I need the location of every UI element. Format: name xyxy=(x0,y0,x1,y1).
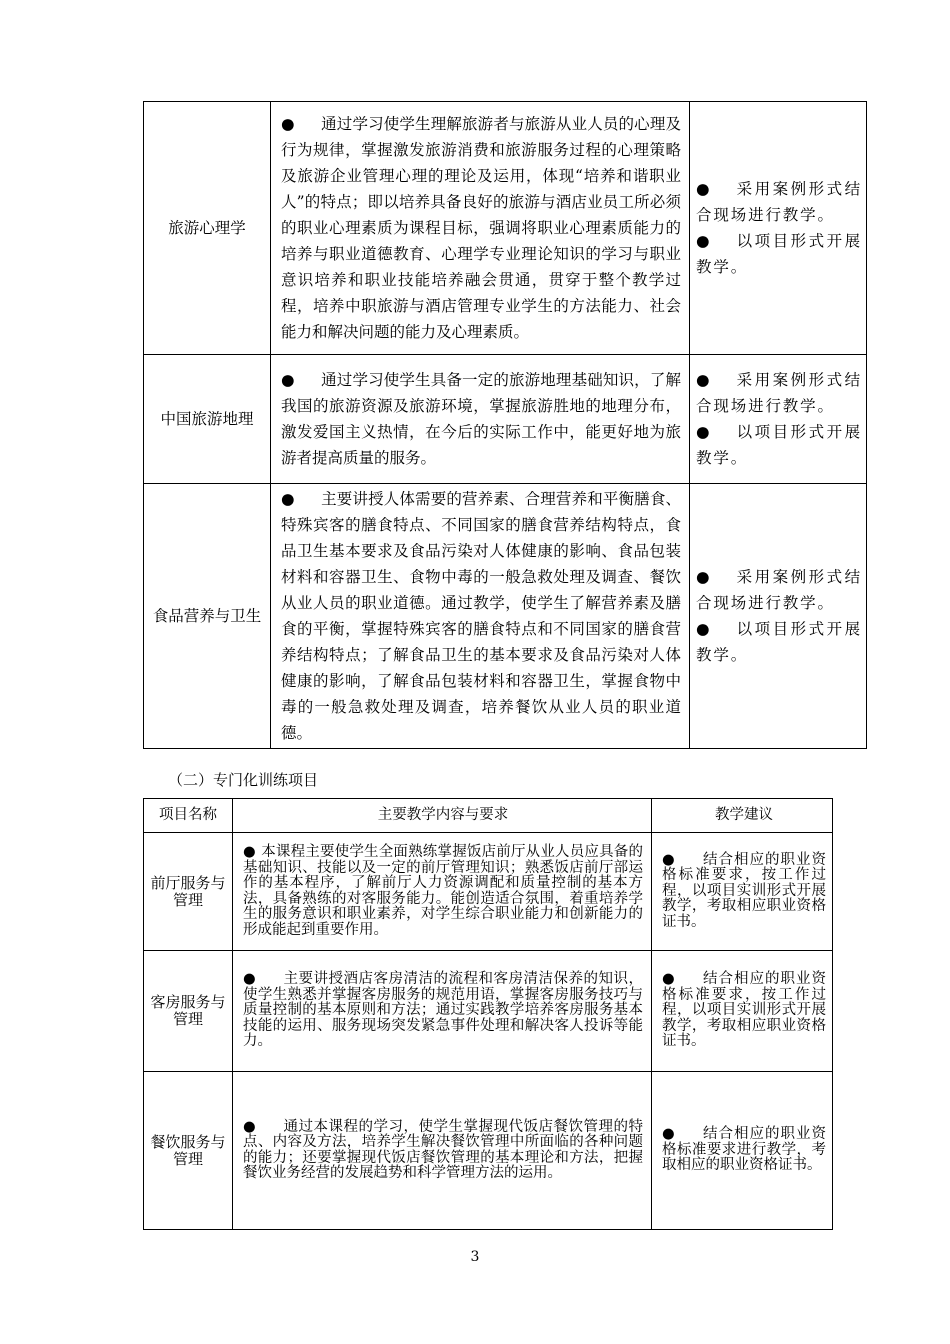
project-advice: ● 结合相应的职业资格标准要求进行教学，考取相应的职业资格证书。 xyxy=(652,1072,833,1230)
table-header-row xyxy=(144,799,833,833)
bullet-icon: ● xyxy=(243,1118,256,1135)
course-content: ● 通过学习使学生理解旅游者与旅游从业人员的心理及行为规律，掌握激发旅游消费和旅游服务过程的心理策略及旅游企业管理心理的理论及运用，体现“培养和谐职业人”的特点；即以培养具备良好的旅游与酒店业员工所必须的职业心理素质为课程目标，强调将职业心理素质能力的培养与职业道德教育、心理学专业理论知识的学习与职业意识培养和职业技能培养融会贯通，贯穿于整个教学过程，培养中职旅游与酒店管理专业学生的方法能力、社会能力和解决问题的能力及心理素质。 xyxy=(271,102,690,355)
course-table xyxy=(143,101,867,749)
bullet-icon: ● xyxy=(243,844,256,860)
bullet-icon: ● xyxy=(243,971,256,988)
project-content: ● 主要讲授酒店客房清洁的流程和客房清洁保养的知识，使学生熟悉并掌握客房服务的规范用语，掌握客房服务技巧与质量控制的基本原则和方法；通过实践教学培养客房服务基本技能的运用、服务现场突发紧急事件处理和解决客人投诉等能力。 xyxy=(233,951,652,1072)
project-name: 前厅服务与管理 xyxy=(144,833,233,951)
bullet-icon: ● xyxy=(696,180,712,198)
bullet-icon: ● xyxy=(696,232,712,250)
project-advice: ● 结合相应的职业资格标准要求，按工作过程，以项目实训形式开展教学，考取相应职业资格证书。 xyxy=(652,951,833,1072)
teaching-advice: ● 采用案例形式结合现场进行教学。 ● 以项目形式开展教学。 xyxy=(690,355,867,484)
section-title: （二）专门化训练项目 xyxy=(168,771,319,789)
teaching-advice: ● 采用案例形式结合现场进行教学。 ● 以项目形式开展教学。 xyxy=(690,102,867,355)
project-content: ● 通过本课程的学习，使学生掌握现代饭店餐饮管理的特点、内容及方法，培养学生解决餐饮管理中所面临的各种问题的能力；还要掌握现代饭店餐饮管理的基本理论和方法，把握餐饮业务经营的发展趋势和科学管理方法的运用。 xyxy=(233,1072,652,1230)
bullet-icon: ● xyxy=(662,971,675,988)
teaching-advice: ● 采用案例形式结合现场进行教学。 ● 以项目形式开展教学。 xyxy=(690,484,867,749)
header-advice: 教学建议 xyxy=(652,799,833,833)
bullet-icon: ● xyxy=(696,568,712,586)
table-row xyxy=(144,833,833,951)
bullet-icon: ● xyxy=(696,371,712,389)
table-row xyxy=(144,102,867,355)
header-content: 主要教学内容与要求 xyxy=(233,799,652,833)
bullet-icon: ● xyxy=(696,423,712,441)
table-row xyxy=(144,1072,833,1230)
project-name: 餐饮服务与管理 xyxy=(144,1072,233,1230)
course-content: ● 主要讲授人体需要的营养素、合理营养和平衡膳食、特殊宾客的膳食特点、不同国家的膳食营养结构特点，食品卫生基本要求及食品污染对人体健康的影响、食品包装材料和容器卫生、食物中毒的一般急救处理及调查、餐饮从业人员的职业道德。通过教学，使学生了解营养素及膳食的平衡，掌握特殊宾客的膳食特点和不同国家的膳食营养结构特点；了解食品卫生的基本要求及食品污染对人体健康的影响，了解食品包装材料和容器卫生，掌握食物中毒的一般急救处理及调查，培养餐饮从业人员的职业道德。 xyxy=(271,484,690,749)
course-name: 中国旅游地理 xyxy=(144,355,271,484)
bullet-icon: ● xyxy=(281,371,295,389)
course-name: 旅游心理学 xyxy=(144,102,271,355)
training-table xyxy=(143,798,833,1230)
bullet-icon: ● xyxy=(281,490,295,508)
bullet-icon: ● xyxy=(696,620,712,638)
course-name: 食品营养与卫生 xyxy=(144,484,271,749)
bullet-icon: ● xyxy=(281,115,295,133)
bullet-icon: ● xyxy=(662,1126,675,1143)
table-row xyxy=(144,355,867,484)
project-content: ● 本课程主要使学生全面熟练掌握饭店前厅从业人员应具备的基础知识、技能以及一定的前厅管理知识；熟悉饭店前厅部运作的基本程序，了解前厅人力资源调配和质量控制的基本方法，具备熟练的对客服务能力。能创造适合氛围，着重培养学生的服务意识和职业素养，对学生综合职业能力和创新能力的形成能起到重要作用。 xyxy=(233,833,652,951)
header-project-name: 项目名称 xyxy=(144,799,233,833)
bullet-icon: ● xyxy=(662,851,675,868)
course-content: ● 通过学习使学生具备一定的旅游地理基础知识，了解我国的旅游资源及旅游环境，掌握旅游胜地的地理分布，激发爱国主义热情，在今后的实际工作中，能更好地为旅游者提高质量的服务。 xyxy=(271,355,690,484)
page-number: 3 xyxy=(470,1249,480,1265)
project-name: 客房服务与管理 xyxy=(144,951,233,1072)
table-row xyxy=(144,951,833,1072)
table-row xyxy=(144,484,867,749)
project-advice: ● 结合相应的职业资格标准要求，按工作过程，以项目实训形式开展教学，考取相应职业资格证书。 xyxy=(652,833,833,951)
